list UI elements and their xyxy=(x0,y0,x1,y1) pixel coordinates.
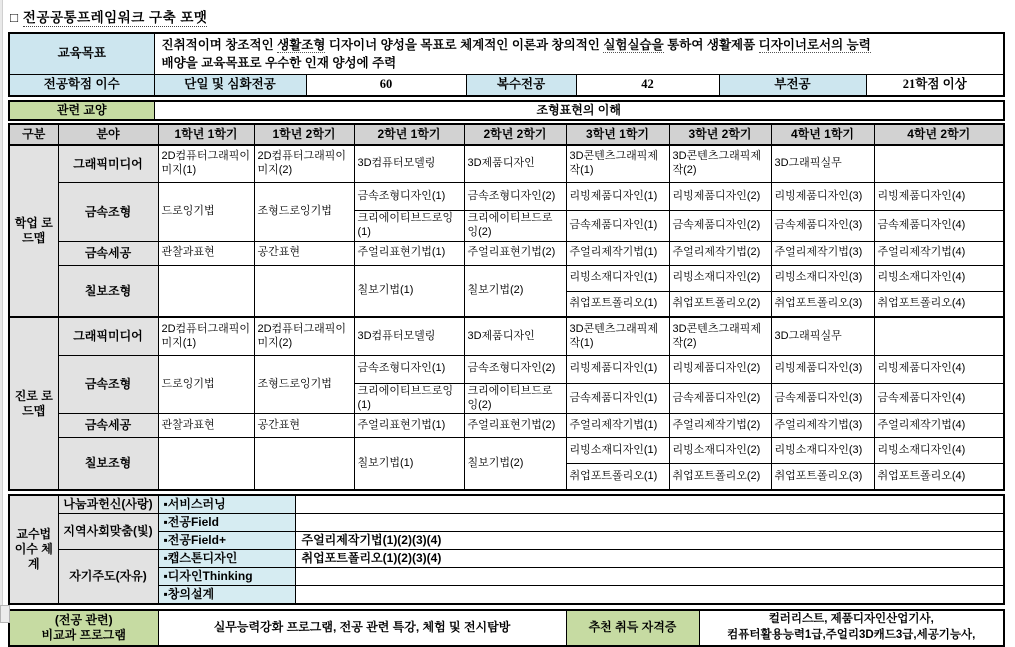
course-cell: 주얼리제작기법(2) xyxy=(669,414,771,438)
program-label-line1: (전공 관련) xyxy=(54,612,113,627)
course-cell: 조형드로잉기법 xyxy=(254,355,354,414)
program-label xyxy=(9,610,158,646)
course-cell: 리빙제품디자인(1) xyxy=(566,355,669,383)
course-cell xyxy=(254,265,354,317)
cert-value-line1: 컬러리스트, 제품디자인산업기사, xyxy=(768,613,934,626)
course-cell: 리빙제품디자인(4) xyxy=(874,183,1004,211)
methods-item xyxy=(158,567,295,585)
col-header: 3학년 1학기 xyxy=(566,124,669,145)
bullet-icon: ▪ xyxy=(163,550,168,565)
cert-label: 추천 취득 자격증 xyxy=(566,610,699,646)
course-cell: 취업포트폴리오(3) xyxy=(771,291,874,317)
course-cell: 3D컴퓨터모델링 xyxy=(354,145,464,183)
bullet-icon: ▪ xyxy=(163,496,168,511)
section-label: 진로 로드맵 xyxy=(9,317,58,490)
teaching-methods-table xyxy=(8,494,1005,605)
course-cell: 금속제품디자인(2) xyxy=(669,383,771,414)
credit-value: 60 xyxy=(306,75,466,96)
course-cell: 취업포트폴리오(2) xyxy=(669,464,771,490)
bullet-icon: ▪ xyxy=(163,586,168,601)
course-cell xyxy=(874,317,1004,355)
col-header: 분야 xyxy=(58,124,158,145)
methods-group: 지역사회맞춤(빛) xyxy=(58,513,158,549)
goal-part: 실험실습을 xyxy=(603,38,664,52)
course-cell xyxy=(158,265,254,317)
field-label: 그래픽미디어 xyxy=(58,317,158,355)
course-cell: 3D제품디자인 xyxy=(464,317,566,355)
goal-part: 진취적이며 창조적인 xyxy=(161,38,278,52)
credit-value: 42 xyxy=(576,75,719,96)
course-cell: 칠보기법(2) xyxy=(464,265,566,317)
course-cell: 관찰과표현 xyxy=(158,241,254,265)
credit-type: 복수전공 xyxy=(466,75,576,96)
col-header: 구분 xyxy=(9,124,58,145)
col-header: 4학년 2학기 xyxy=(874,124,1004,145)
course-cell: 주얼리표현기법(2) xyxy=(464,414,566,438)
bullet-icon: ▪ xyxy=(163,532,168,547)
methods-item xyxy=(158,531,295,549)
course-cell xyxy=(874,145,1004,183)
methods-item-label: 캡스톤디자인 xyxy=(167,550,238,565)
course-cell: 취업포트폴리오(2) xyxy=(669,291,771,317)
program-label-line2: 비교과 프로그램 xyxy=(41,627,126,642)
methods-value xyxy=(295,585,1004,604)
col-header: 1학년 2학기 xyxy=(254,124,354,145)
methods-item-label: 디자인Thinking xyxy=(167,568,253,583)
methods-value xyxy=(295,513,1004,531)
field-label: 금속조형 xyxy=(58,355,158,414)
course-cell: 리빙소재디자인(3) xyxy=(771,438,874,464)
methods-item xyxy=(158,549,295,567)
methods-item-label: 전공Field+ xyxy=(167,532,226,547)
course-cell: 리빙제품디자인(2) xyxy=(669,355,771,383)
program-value: 실무능력강화 프로그램, 전공 관련 특강, 체험 및 전시탐방 xyxy=(158,610,566,646)
methods-group: 나눔과헌신(사랑) xyxy=(58,495,158,514)
liberal-arts-table xyxy=(8,100,1005,121)
course-cell: 리빙제품디자인(1) xyxy=(566,183,669,211)
course-cell: 주얼리표현기법(2) xyxy=(464,241,566,265)
credits-label: 전공학점 이수 xyxy=(9,75,154,96)
methods-value: 취업포트폴리오(1)(2)(3)(4) xyxy=(295,549,1004,567)
course-cell: 취업포트폴리오(4) xyxy=(874,291,1004,317)
page-title-text: 전공공통프레임워크 구축 포맷 xyxy=(22,10,208,25)
goal-part: 디자이너로서의 능력 xyxy=(758,38,871,52)
course-cell: 금속제품디자인(2) xyxy=(669,211,771,242)
methods-item xyxy=(158,495,295,514)
course-cell: 3D제품디자인 xyxy=(464,145,566,183)
course-cell: 주얼리제작기법(2) xyxy=(669,241,771,265)
cert-value-line2: 컴퓨터활용능력1급,주얼리3D캐드3급,세공기능사, xyxy=(727,628,976,641)
methods-item xyxy=(158,585,295,604)
course-cell: 금속조형디자인(1) xyxy=(354,183,464,211)
course-cell: 크리에이티브드로잉(2) xyxy=(464,211,566,242)
course-cell: 리빙소재디자인(1) xyxy=(566,438,669,464)
page-title xyxy=(10,6,1015,26)
course-cell: 취업포트폴리오(1) xyxy=(566,291,669,317)
course-cell: 2D컴퓨터그래픽이미지(2) xyxy=(254,145,354,183)
course-cell: 공간표현 xyxy=(254,414,354,438)
title-bullet-icon: □ xyxy=(10,10,19,25)
course-cell: 3D콘텐츠그래픽제작(1) xyxy=(566,317,669,355)
methods-item-label: 서비스러닝 xyxy=(167,496,226,511)
course-cell: 금속조형디자인(1) xyxy=(354,355,464,383)
course-cell: 주얼리제작기법(1) xyxy=(566,414,669,438)
roadmap-table xyxy=(8,123,1005,491)
course-cell: 금속제품디자인(1) xyxy=(566,383,669,414)
course-cell: 리빙소재디자인(3) xyxy=(771,265,874,291)
course-cell: 리빙제품디자인(4) xyxy=(874,355,1004,383)
course-cell xyxy=(254,438,354,490)
course-cell: 3D그래픽실무 xyxy=(771,317,874,355)
field-label: 칠보조형 xyxy=(58,438,158,490)
course-cell: 주얼리제작기법(3) xyxy=(771,241,874,265)
extra-programs-table xyxy=(8,609,1005,647)
col-header: 2학년 1학기 xyxy=(354,124,464,145)
course-cell: 칠보기법(1) xyxy=(354,438,464,490)
course-cell: 리빙소재디자인(2) xyxy=(669,265,771,291)
course-cell: 크리에이티브드로잉(2) xyxy=(464,383,566,414)
course-cell: 리빙제품디자인(2) xyxy=(669,183,771,211)
course-cell: 드로잉기법 xyxy=(158,355,254,414)
course-cell: 주얼리제작기법(1) xyxy=(566,241,669,265)
course-cell: 칠보기법(2) xyxy=(464,438,566,490)
field-label: 금속세공 xyxy=(58,414,158,438)
page-left-edge xyxy=(0,0,3,623)
course-cell: 칠보기법(1) xyxy=(354,265,464,317)
bullet-icon: ▪ xyxy=(163,514,168,529)
course-cell: 주얼리제작기법(4) xyxy=(874,414,1004,438)
field-label: 금속조형 xyxy=(58,183,158,242)
col-header: 3학년 2학기 xyxy=(669,124,771,145)
course-cell: 크리에이티브드로잉(1) xyxy=(354,383,464,414)
liberal-value: 조형표현의 이해 xyxy=(154,101,1004,120)
course-cell: 주얼리표현기법(1) xyxy=(354,414,464,438)
goal-part: 디자이너 양성을 목표로 체계적인 이론과 창의적인 xyxy=(325,38,604,52)
methods-value: 주얼리제작기법(1)(2)(3)(4) xyxy=(295,531,1004,549)
methods-item-label: 전공Field xyxy=(167,514,219,529)
field-label: 칠보조형 xyxy=(58,265,158,317)
goal-part: 생활조형 xyxy=(277,38,326,52)
course-cell: 리빙소재디자인(4) xyxy=(874,438,1004,464)
course-cell xyxy=(158,438,254,490)
course-cell: 주얼리표현기법(1) xyxy=(354,241,464,265)
course-cell: 취업포트폴리오(4) xyxy=(874,464,1004,490)
course-cell: 2D컴퓨터그래픽이미지(2) xyxy=(254,317,354,355)
course-cell: 공간표현 xyxy=(254,241,354,265)
course-cell: 리빙소재디자인(1) xyxy=(566,265,669,291)
course-cell: 취업포트폴리오(1) xyxy=(566,464,669,490)
credit-value: 21학점 이상 xyxy=(866,75,1004,96)
course-cell: 2D컴퓨터그래픽이미지(1) xyxy=(158,145,254,183)
course-cell: 금속제품디자인(4) xyxy=(874,383,1004,414)
goal-credits-table xyxy=(8,32,1005,97)
scrollbar-corner xyxy=(0,605,10,623)
goal-label: 교육목표 xyxy=(9,33,154,75)
methods-group: 자기주도(자유) xyxy=(58,549,158,604)
credit-type: 부전공 xyxy=(719,75,866,96)
credit-type: 단일 및 심화전공 xyxy=(154,75,306,96)
course-cell: 취업포트폴리오(3) xyxy=(771,464,874,490)
course-cell: 2D컴퓨터그래픽이미지(1) xyxy=(158,317,254,355)
course-cell: 금속조형디자인(2) xyxy=(464,355,566,383)
liberal-label: 관련 교양 xyxy=(9,101,154,120)
bullet-icon: ▪ xyxy=(163,568,168,583)
goal-text xyxy=(154,33,1004,75)
course-cell: 드로잉기법 xyxy=(158,183,254,242)
course-cell: 크리에이티브드로잉(1) xyxy=(354,211,464,242)
course-cell: 주얼리제작기법(3) xyxy=(771,414,874,438)
course-cell: 리빙제품디자인(3) xyxy=(771,355,874,383)
course-cell: 주얼리제작기법(4) xyxy=(874,241,1004,265)
goal-part: 배양을 교육목표로 우수한 인재 양성에 주력 xyxy=(161,56,397,71)
col-header: 4학년 1학기 xyxy=(771,124,874,145)
methods-item xyxy=(158,513,295,531)
course-cell: 3D콘텐츠그래픽제작(2) xyxy=(669,145,771,183)
course-cell: 리빙소재디자인(2) xyxy=(669,438,771,464)
course-cell: 관찰과표현 xyxy=(158,414,254,438)
course-cell: 리빙제품디자인(3) xyxy=(771,183,874,211)
methods-value xyxy=(295,495,1004,514)
course-cell: 리빙소재디자인(4) xyxy=(874,265,1004,291)
col-header: 1학년 1학기 xyxy=(158,124,254,145)
course-cell: 3D그래픽실무 xyxy=(771,145,874,183)
course-cell: 조형드로잉기법 xyxy=(254,183,354,242)
course-cell: 3D콘텐츠그래픽제작(1) xyxy=(566,145,669,183)
cert-value xyxy=(699,610,1004,646)
methods-label: 교수법 이수 체계 xyxy=(9,495,58,604)
field-label: 그래픽미디어 xyxy=(58,145,158,183)
course-cell: 금속조형디자인(2) xyxy=(464,183,566,211)
methods-item-label: 창의설계 xyxy=(167,586,215,601)
course-cell: 금속제품디자인(3) xyxy=(771,211,874,242)
methods-value xyxy=(295,567,1004,585)
course-cell: 금속제품디자인(1) xyxy=(566,211,669,242)
goal-part: 통하여 생활제품 xyxy=(663,38,759,52)
course-cell: 금속제품디자인(3) xyxy=(771,383,874,414)
col-header: 2학년 2학기 xyxy=(464,124,566,145)
course-cell: 3D컴퓨터모델링 xyxy=(354,317,464,355)
section-label: 학업 로드맵 xyxy=(9,145,58,318)
field-label: 금속세공 xyxy=(58,241,158,265)
course-cell: 3D콘텐츠그래픽제작(2) xyxy=(669,317,771,355)
course-cell: 금속제품디자인(4) xyxy=(874,211,1004,242)
